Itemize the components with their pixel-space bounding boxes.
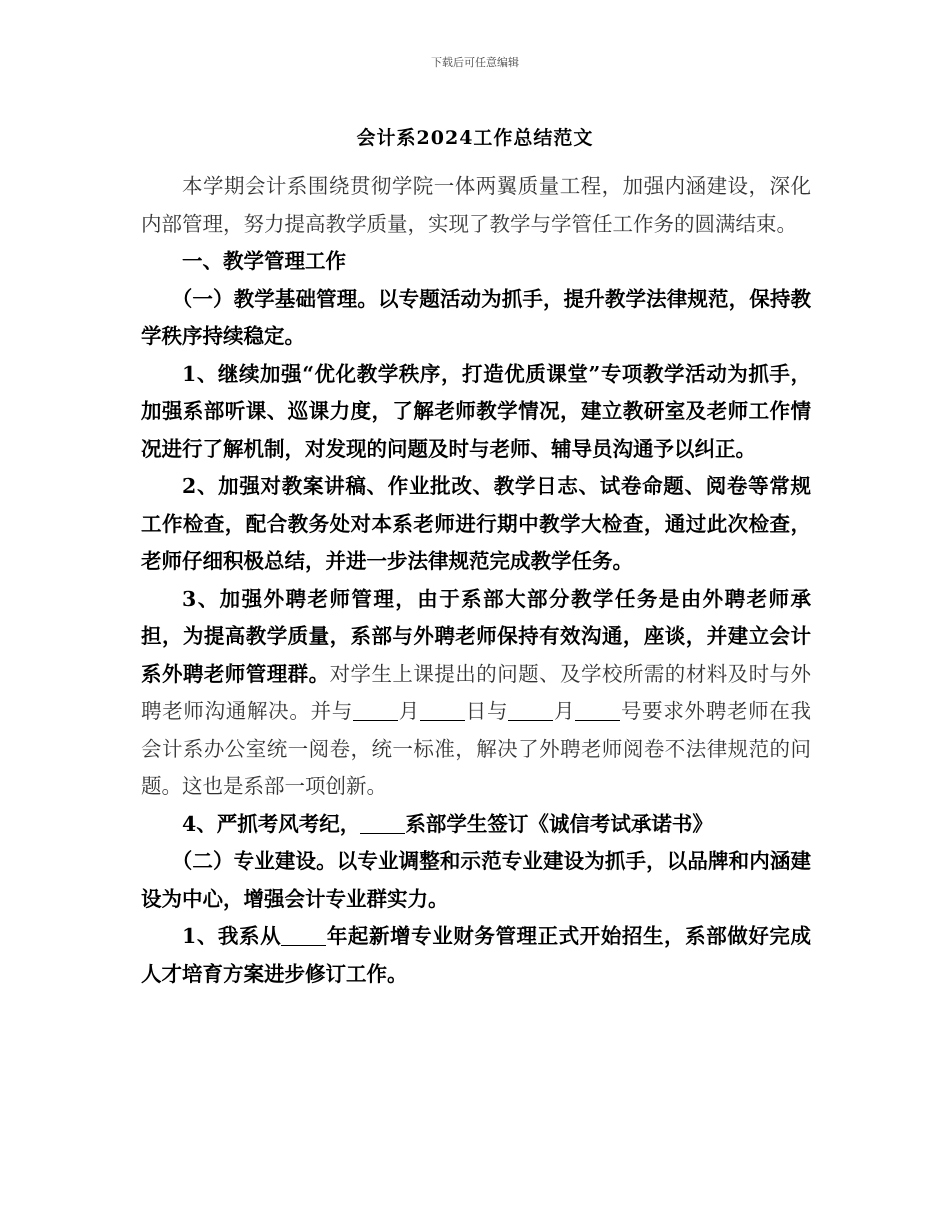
list-item-3-bold-text: 3、加强外聘老师管理，由于系部大部分教学任务是由外聘老师承担，为提高教学质量，系部与外聘老师保持有效沟通，座谈，并建立会计系外聘老师管理群。 [141, 586, 811, 686]
blank-field [508, 700, 553, 722]
blank-field [575, 700, 620, 722]
list-item-3-text-a: 对学生上课提出的问题、及学校所需的材料及时与外聘老师沟通解决。并与 [141, 661, 812, 723]
document-body [141, 168, 811, 993]
section-heading-teaching-management [141, 243, 811, 281]
section-heading-text: 一、教学管理工作 [182, 249, 346, 273]
list-item-4 [141, 806, 811, 844]
blank-field [420, 700, 465, 722]
subsection-heading-basic-management [141, 281, 811, 356]
list-item-2 [141, 468, 811, 581]
list-item-1 [141, 356, 811, 469]
blank-field [281, 925, 326, 947]
sub2-list-item-1-text-b: 年起新增专业财务管理正式开始招生，系部做好完成人才培育方案进步修订工作。 [141, 924, 812, 986]
intro-paragraph [141, 168, 811, 243]
list-item-3-text-b: 月 [398, 699, 420, 723]
sub2-list-item-1-text-a: 1、我系从 [182, 924, 282, 948]
list-item-3 [141, 581, 811, 806]
list-item-3-text-e: 号要求外聘老师在我会计系办公室统一阅卷，统一标准，解决了外聘老师阅卷不法律规范的问题。这也是系部一项创新。 [141, 699, 812, 798]
list-item-3-text-d: 月 [553, 699, 576, 723]
sub2-list-item-1 [141, 918, 811, 993]
list-item-3-text-c: 日与 [465, 699, 509, 723]
subsection-heading-text: （一）教学基础管理。以专题活动为抓手，提升教学法律规范，保持教学秩序持续稳定。 [141, 286, 811, 348]
list-item-4-text-b: 系部学生签订《诚信考试承诺书》 [405, 811, 713, 836]
list-item-4-text-a: 4、严抓考风考纪， [182, 811, 361, 836]
document-title: 会计系2024工作总结范文 [356, 127, 594, 149]
list-item-2-text: 2、加强对教案讲稿、作业批改、教学日志、试卷命题、阅卷等常规工作检查，配合教务处对本系老师进行期中教学大检查，通过此次检查，老师仔细积极总结，并进一步法律规范完成教学任务。 [141, 474, 811, 573]
intro-text: 本学期会计系围绕贯彻学院一体两翼质量工程，加强内涵建设，深化内部管理，努力提高教学质量，实现了教学与学管任工作务的圆满结束。 [141, 174, 811, 236]
list-item-1-text: 1、继续加强“优化教学秩序，打造优质课堂”专项教学活动为抓手，加强系部听课、巡课力度，了解老师教学情况，建立教研室及老师工作情况进行了解机制，对发现的问题及时与老师、辅导员沟通予以纠正。 [141, 361, 811, 461]
blank-field [353, 700, 398, 722]
subsection-heading-specialty-building [141, 843, 811, 918]
header-note: 下载后可任意编辑 [431, 56, 519, 69]
subsection-2-heading-text: （二）专业建设。以专业调整和示范专业建设为抓手，以品牌和内涵建设为中心，增强会计专业群实力。 [141, 849, 811, 911]
blank-field [360, 812, 405, 834]
